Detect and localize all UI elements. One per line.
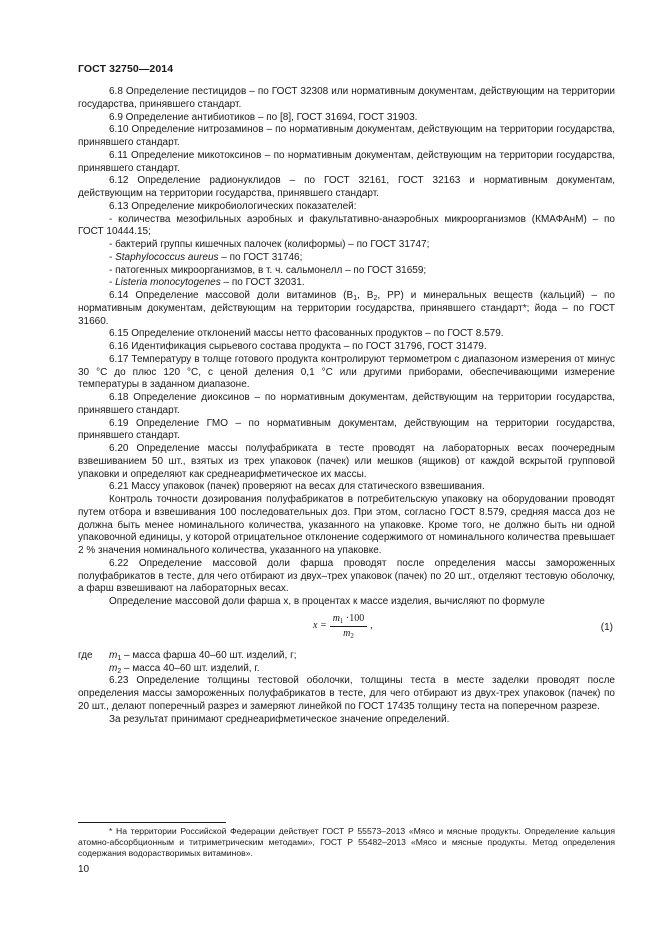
variable-m: m — [109, 649, 118, 661]
formula-number: (1) — [600, 621, 613, 633]
variable-m: m — [332, 612, 340, 624]
formula-lhs: x = — [313, 619, 327, 631]
formula-numerator — [330, 613, 368, 627]
list-dash: - — [109, 277, 116, 289]
list-dash: - — [109, 251, 116, 263]
paragraph-formula-intro: Определение массовой доли фарша х, в процентах к массе изделия, вычисляют по формуле — [109, 596, 545, 607]
where-label: где — [78, 649, 93, 661]
definition-m1 — [109, 650, 615, 663]
text-fragment: , РР) и минеральных веществ (кальций) – по нормативным документам, действующим на территории государства, принявшего стандарт*; йода – по ГОСТ 31660. — [78, 290, 615, 327]
subscript: 1 — [117, 654, 122, 662]
subscript: 2 — [350, 631, 354, 640]
paragraph-6-9: 6.9 Определение антибиотиков – по [8], ГОСТ 31694, ГОСТ 31903. — [109, 111, 418, 123]
list-item-coliforms: - бактерий группы кишечных палочек (колиформы) – по ГОСТ 31747; — [109, 239, 430, 250]
paragraph-6-15: 6.15 Определение отклонений массы нетто фасованных продуктов – по ГОСТ 8.579. — [109, 328, 504, 340]
numerator-factor: ·100 — [343, 612, 365, 624]
subscript: 1 — [353, 295, 358, 302]
list-item-listeria — [78, 277, 615, 290]
paragraph-6-22: 6.22 Определение массовой доли фарша проводят после определения массы замороженных полуфабрикатов в тесте, для чего отбирают из двух–трех упаковок (пачек) по 20 шт., отделяют тестовую оболочку, а фарш взвешивают на лабораторных весах. — [78, 557, 615, 595]
list-item-pathogens: - патогенных микроорганизмов, в т. ч. сальмонелл – по ГОСТ 31659; — [109, 264, 427, 276]
definition-text: – масса 40–60 шт. изделий, г. — [121, 662, 260, 674]
staphylococcus-name: Staphylococcus aureus — [115, 251, 219, 263]
formula-row — [78, 611, 615, 649]
formula — [313, 613, 373, 640]
paragraph-6-17: 6.17 Температуру в толще готового продукта контролируют термометром с диапазоном измерения от минус 30 °С до плюс 120 °С, с ценой деления 0,1 °С или другими приборами, обеспечивающими измерение температуры в заданном диапазоне. — [78, 353, 615, 391]
formula-tail: , — [370, 619, 373, 631]
paragraph-dosing-control: Контроль точности дозирования полуфабрикатов в потребительскую упаковку на оборудовании проводят путем отбора и взвешивания 100 последовательных доз. При этом, согласно ГОСТ 8.579, средняя масса доз не должна быть менее номинального количества, указанного на упаковке. Кроме того, не должно быть ни одной упаковочной единицы, у которой отрицательное отклонение содержимого от номинального количества превышает 2 % значения номинального количества, указанного на упаковке. — [78, 494, 615, 556]
paragraph-6-12: 6.12 Определение радионуклидов – по ГОСТ 32161, ГОСТ 32163 и нормативным документам, действующим на территории государства, принявшего стандарт. — [78, 175, 615, 199]
formula-denominator — [343, 627, 354, 640]
text-fragment: , В — [357, 290, 374, 301]
paragraph-6-19: 6.19 Определение ГМО – по нормативным документам, действующим на территории государства, принявшего стандарт. — [78, 417, 615, 442]
paragraph-6-20: 6.20 Определение массы полуфабриката в тесте проводят на лабораторных весах поочередным взвешиванием 50 шт., взятых из трех упаковок (пачек) или мешков (ящиков) от каждой вскрытой групповой упаковки и определяют как среднеарифметическое их массы. — [78, 443, 615, 480]
page-number: 10 — [78, 864, 90, 875]
paragraph-6-21: 6.21 Массу упаковок (пачек) проверяют на весах для статического взвешивания. — [109, 481, 485, 493]
listeria-ref: – по ГОСТ 32031. — [220, 277, 305, 289]
subscript: 1 — [339, 616, 344, 625]
variable-m: m — [343, 627, 351, 639]
variable-m: m — [109, 662, 118, 674]
paragraph-6-14 — [78, 290, 615, 328]
list-item-staphylococcus — [78, 252, 615, 265]
where-definitions — [78, 650, 615, 676]
paragraph-6-16: 6.16 Идентификация сырьевого состава продукта – по ГОСТ 31796, ГОСТ 31479. — [109, 341, 487, 352]
formula-fraction — [330, 613, 368, 640]
definition-m2 — [109, 663, 615, 676]
paragraph-6-8: 6.8 Определение пестицидов – по ГОСТ 32308 или нормативным документам, действующим на территории государства, принявшего стандарт. — [78, 86, 615, 110]
document-body — [78, 86, 615, 726]
text-fragment: 6.14 Определение массовой доли витаминов (В — [109, 290, 354, 301]
staphylococcus-ref: – по ГОСТ 31746; — [218, 251, 303, 263]
footnote-text: * На территории Российской Федерации действует ГОСТ Р 55573–2013 «Мясо и мясные продукты. Определение кальция атомно-абсорбционным и титриметрическим методами», ГОСТ Р 55482–2013 «Мясо и мясные продукты. Метод определения содержания водорастворимых витаминов». — [78, 826, 615, 859]
footnote-divider — [78, 822, 226, 823]
listeria-name: Listeria monocytogenes — [115, 277, 221, 289]
document-header-title: ГОСТ 32750—2014 — [78, 63, 174, 75]
footnote — [78, 826, 615, 860]
subscript: 2 — [373, 295, 378, 302]
paragraph-result: За результат принимают среднеарифметическое значение определений. — [109, 713, 450, 725]
paragraph-6-10: 6.10 Определение нитрозаминов – по нормативным документам, действующим на территории государства, принявшего стандарт. — [78, 124, 615, 148]
paragraph-6-23: 6.23 Определение толщины тестовой оболочки, толщины теста в месте заделки проводят после определения массы замороженных полуфабрикатов в тесте, для чего отбирают из двух-трех упаковок (пачек) по 20 шт., делают поперечный разрез и замеряют линейкой по ГОСТ 17435 толщину теста на поперечном разрезе. — [78, 675, 615, 712]
list-item-kmafanm: - количества мезофильных аэробных и факультативно-анаэробных микроорганизмов (КМАФАнМ) – по ГОСТ 10444.15; — [78, 213, 615, 238]
paragraph-6-11: 6.11 Определение микотоксинов – по нормативным документам, действующим на территории государства, принявшего стандарт. — [78, 149, 615, 174]
definition-text: – масса фарша 40–60 шт. изделий, г; — [121, 649, 297, 661]
subscript: 2 — [117, 667, 122, 675]
paragraph-6-18: 6.18 Определение диоксинов – по нормативным документам, действующим на территории государства, принявшего стандарт. — [78, 392, 615, 416]
paragraph-6-13: 6.13 Определение микробиологических показателей: — [109, 200, 357, 212]
